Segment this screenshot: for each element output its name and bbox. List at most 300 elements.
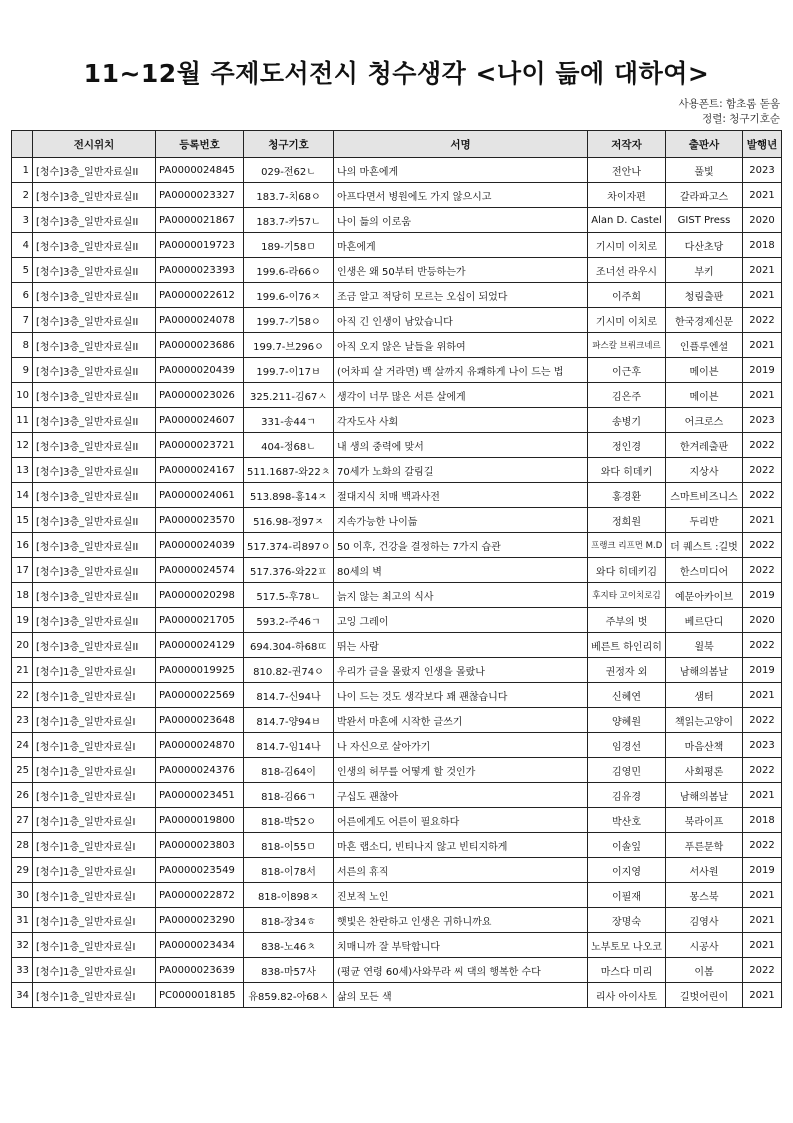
call-number: 814.7-양94ㅂ <box>244 708 334 733</box>
display-location: [청수]3층_일반자료실II <box>33 408 156 433</box>
publisher: 이봄 <box>666 958 743 983</box>
author: 베른트 하인리히 <box>588 633 666 658</box>
registration-number: PA0000020298 <box>156 583 244 608</box>
registration-number: PA0000020439 <box>156 358 244 383</box>
row-number: 10 <box>12 383 33 408</box>
display-location: [청수]1층_일반자료실I <box>33 808 156 833</box>
publisher: 한겨레출판 <box>666 433 743 458</box>
author: 정인경 <box>588 433 666 458</box>
book-title: 나이 듦의 이로움 <box>334 208 588 233</box>
publish-year: 2021 <box>743 283 782 308</box>
registration-number: PA0000023803 <box>156 833 244 858</box>
call-number: 029-전62ㄴ <box>244 158 334 183</box>
registration-number: PA0000024845 <box>156 158 244 183</box>
table-row <box>12 233 782 258</box>
call-number: 404-정68ㄴ <box>244 433 334 458</box>
table-row <box>12 283 782 308</box>
table-row <box>12 258 782 283</box>
registration-number: PA0000022612 <box>156 283 244 308</box>
publisher: 풀빛 <box>666 158 743 183</box>
table-row <box>12 558 782 583</box>
row-number: 33 <box>12 958 33 983</box>
table-row <box>12 583 782 608</box>
book-title: 뛰는 사람 <box>334 633 588 658</box>
call-number: 814.7-신94나 <box>244 683 334 708</box>
call-number: 325.211-김67ㅅ <box>244 383 334 408</box>
book-title: 아직 긴 인생이 남았습니다 <box>334 308 588 333</box>
registration-number: PC0000018185 <box>156 983 244 1008</box>
author: 김영민 <box>588 758 666 783</box>
publish-year: 2022 <box>743 833 782 858</box>
publisher: 몽스북 <box>666 883 743 908</box>
author: 와다 히데키김 <box>588 558 666 583</box>
display-location: [청수]3층_일반자료실II <box>33 158 156 183</box>
publish-year: 2022 <box>743 708 782 733</box>
author: 차이자편 <box>588 183 666 208</box>
book-title: 아프다면서 병원에도 가지 않으시고 <box>334 183 588 208</box>
display-location: [청수]1층_일반자료실I <box>33 783 156 808</box>
publisher: 길벗어린이 <box>666 983 743 1008</box>
display-location: [청수]3층_일반자료실II <box>33 633 156 658</box>
call-number: 199.6-라66ㅇ <box>244 258 334 283</box>
registration-number: PA0000024870 <box>156 733 244 758</box>
table-row <box>12 783 782 808</box>
book-title: 아직 오지 않은 날들을 위하여 <box>334 333 588 358</box>
call-number: 694.304-하68ㄸ <box>244 633 334 658</box>
row-number: 16 <box>12 533 33 558</box>
sort-note: 정렬: 청구기호순 <box>702 113 780 125</box>
publish-year: 2021 <box>743 383 782 408</box>
author: 정희원 <box>588 508 666 533</box>
publisher: 샘터 <box>666 683 743 708</box>
author: 송병기 <box>588 408 666 433</box>
display-location: [청수]1층_일반자료실I <box>33 733 156 758</box>
book-title: 삶의 모든 색 <box>334 983 588 1008</box>
display-location: [청수]1층_일반자료실I <box>33 658 156 683</box>
publisher: 윌북 <box>666 633 743 658</box>
registration-number: PA0000021705 <box>156 608 244 633</box>
row-number: 7 <box>12 308 33 333</box>
registration-number: PA0000024061 <box>156 483 244 508</box>
book-title: 인생의 허무를 어떻게 할 것인가 <box>334 758 588 783</box>
table-row <box>12 933 782 958</box>
registration-number: PA0000024129 <box>156 633 244 658</box>
row-number: 21 <box>12 658 33 683</box>
row-number: 25 <box>12 758 33 783</box>
publisher: 김영사 <box>666 908 743 933</box>
display-location: [청수]3층_일반자료실II <box>33 258 156 283</box>
row-number: 11 <box>12 408 33 433</box>
publish-year: 2022 <box>743 308 782 333</box>
author: 전안나 <box>588 158 666 183</box>
row-number: 8 <box>12 333 33 358</box>
registration-number: PA0000023290 <box>156 908 244 933</box>
display-location: [청수]1층_일반자료실I <box>33 933 156 958</box>
display-location: [청수]3층_일반자료실II <box>33 233 156 258</box>
author: 장명숙 <box>588 908 666 933</box>
call-number: 593.2-주46ㄱ <box>244 608 334 633</box>
header-year: 발행년 <box>743 131 782 158</box>
header-publisher: 출판사 <box>666 131 743 158</box>
book-title: 각자도사 사회 <box>334 408 588 433</box>
display-location: [청수]3층_일반자료실II <box>33 283 156 308</box>
publisher: 지상사 <box>666 458 743 483</box>
author: 김유경 <box>588 783 666 808</box>
call-number: 818-이55ㅁ <box>244 833 334 858</box>
row-number: 2 <box>12 183 33 208</box>
author: 홍경환 <box>588 483 666 508</box>
table-row <box>12 208 782 233</box>
publisher: 더 퀘스트 :길벗 <box>666 533 743 558</box>
publisher: 두리반 <box>666 508 743 533</box>
table-row <box>12 408 782 433</box>
registration-number: PA0000022872 <box>156 883 244 908</box>
row-number: 4 <box>12 233 33 258</box>
call-number: 838-마57사 <box>244 958 334 983</box>
publish-year: 2021 <box>743 258 782 283</box>
registration-number: PA0000019800 <box>156 808 244 833</box>
book-title: (평균 연령 60세)사와무라 씨 댁의 행복한 수다 <box>334 958 588 983</box>
table-row <box>12 608 782 633</box>
table-row <box>12 183 782 208</box>
header-book-title: 서명 <box>334 131 588 158</box>
publish-year: 2022 <box>743 433 782 458</box>
registration-number: PA0000024078 <box>156 308 244 333</box>
publish-year: 2021 <box>743 333 782 358</box>
publish-year: 2021 <box>743 983 782 1008</box>
author: 이근후 <box>588 358 666 383</box>
publish-year: 2021 <box>743 908 782 933</box>
publisher: 시공사 <box>666 933 743 958</box>
book-title: 치매니까 잘 부탁합니다 <box>334 933 588 958</box>
display-location: [청수]1층_일반자료실I <box>33 708 156 733</box>
registration-number: PA0000023434 <box>156 933 244 958</box>
call-number: 818-김66ㄱ <box>244 783 334 808</box>
display-location: [청수]3층_일반자료실II <box>33 533 156 558</box>
registration-number: PA0000022569 <box>156 683 244 708</box>
row-number: 32 <box>12 933 33 958</box>
publish-year: 2019 <box>743 358 782 383</box>
registration-number: PA0000019723 <box>156 233 244 258</box>
registration-number: PA0000023686 <box>156 333 244 358</box>
author: 노부토모 나오코 <box>588 933 666 958</box>
book-title: 나이 드는 것도 생각보다 꽤 괜찮습니다 <box>334 683 588 708</box>
display-location: [청수]3층_일반자료실II <box>33 558 156 583</box>
author: 이지영 <box>588 858 666 883</box>
table-row <box>12 383 782 408</box>
call-number: 838-노46ㅊ <box>244 933 334 958</box>
registration-number: PA0000023549 <box>156 858 244 883</box>
book-title: 진보적 노인 <box>334 883 588 908</box>
registration-number: PA0000023451 <box>156 783 244 808</box>
table-row <box>12 733 782 758</box>
table-row <box>12 533 782 558</box>
publish-year: 2020 <box>743 208 782 233</box>
table-header-row <box>12 131 782 158</box>
publisher: 스마트비즈니스 <box>666 483 743 508</box>
author: 파스칼 브뤼크네르 <box>588 333 666 358</box>
registration-number: PA0000023327 <box>156 183 244 208</box>
publish-year: 2023 <box>743 733 782 758</box>
book-title: 고잉 그레이 <box>334 608 588 633</box>
display-location: [청수]3층_일반자료실II <box>33 583 156 608</box>
registration-number: PA0000023393 <box>156 258 244 283</box>
display-location: [청수]1층_일반자료실I <box>33 858 156 883</box>
row-number: 5 <box>12 258 33 283</box>
publisher: 사회평론 <box>666 758 743 783</box>
publish-year: 2018 <box>743 808 782 833</box>
display-location: [청수]3층_일반자료실II <box>33 483 156 508</box>
row-number: 1 <box>12 158 33 183</box>
publisher: 서사원 <box>666 858 743 883</box>
display-location: [청수]1층_일반자료실I <box>33 883 156 908</box>
call-number: 511.1687-와22ㅊ <box>244 458 334 483</box>
row-number: 20 <box>12 633 33 658</box>
table-row <box>12 883 782 908</box>
call-number: 517.5-후78ㄴ <box>244 583 334 608</box>
publisher: 예문아카이브 <box>666 583 743 608</box>
display-location: [청수]3층_일반자료실II <box>33 458 156 483</box>
book-title: 지속가능한 나이듦 <box>334 508 588 533</box>
publisher: 남해의봄날 <box>666 658 743 683</box>
author: 마스다 미리 <box>588 958 666 983</box>
call-number: 814.7-임14나 <box>244 733 334 758</box>
publisher: 한스미디어 <box>666 558 743 583</box>
table-row <box>12 458 782 483</box>
publisher: 푸른문학 <box>666 833 743 858</box>
author: 프랭크 리프먼 M.D <box>588 533 666 558</box>
book-title: 나의 마흔에게 <box>334 158 588 183</box>
book-title: 80세의 벽 <box>334 558 588 583</box>
table-row <box>12 158 782 183</box>
call-number: 516.98-정97ㅈ <box>244 508 334 533</box>
publish-year: 2021 <box>743 883 782 908</box>
publish-year: 2022 <box>743 633 782 658</box>
display-location: [청수]1층_일반자료실I <box>33 683 156 708</box>
author: 양혜원 <box>588 708 666 733</box>
publish-year: 2022 <box>743 958 782 983</box>
publish-year: 2018 <box>743 233 782 258</box>
book-title: 조금 알고 적당히 모르는 오십이 되었다 <box>334 283 588 308</box>
table-row <box>12 658 782 683</box>
book-title: 나 자신으로 살아가기 <box>334 733 588 758</box>
display-location: [청수]3층_일반자료실II <box>33 308 156 333</box>
book-title: 박완서 마흔에 시작한 글쓰기 <box>334 708 588 733</box>
publisher: 다산초당 <box>666 233 743 258</box>
call-number: 517.374-리897ㅇ <box>244 533 334 558</box>
publish-year: 2022 <box>743 458 782 483</box>
author: 김은주 <box>588 383 666 408</box>
row-number: 23 <box>12 708 33 733</box>
registration-number: PA0000024167 <box>156 458 244 483</box>
author: 기시미 이치로 <box>588 308 666 333</box>
table-row <box>12 433 782 458</box>
row-number: 30 <box>12 883 33 908</box>
author: 이필재 <box>588 883 666 908</box>
row-number: 9 <box>12 358 33 383</box>
table-row <box>12 908 782 933</box>
book-title: 마흔에게 <box>334 233 588 258</box>
row-number: 34 <box>12 983 33 1008</box>
row-number: 24 <box>12 733 33 758</box>
row-number: 17 <box>12 558 33 583</box>
publish-year: 2022 <box>743 558 782 583</box>
registration-number: PA0000024376 <box>156 758 244 783</box>
row-number: 14 <box>12 483 33 508</box>
display-location: [청수]3층_일반자료실II <box>33 383 156 408</box>
table-row <box>12 508 782 533</box>
table-row <box>12 708 782 733</box>
row-number: 27 <box>12 808 33 833</box>
publish-year: 2022 <box>743 758 782 783</box>
book-title: 70세가 노화의 갈림길 <box>334 458 588 483</box>
header-reg-number: 등록번호 <box>156 131 244 158</box>
publish-year: 2019 <box>743 858 782 883</box>
table-row <box>12 808 782 833</box>
registration-number: PA0000023026 <box>156 383 244 408</box>
publish-year: 2021 <box>743 508 782 533</box>
row-number: 29 <box>12 858 33 883</box>
author: 권정자 외 <box>588 658 666 683</box>
publisher: 부키 <box>666 258 743 283</box>
author: 기시미 이치로 <box>588 233 666 258</box>
publisher: 메이븐 <box>666 358 743 383</box>
author: 후지타 고이치로김 <box>588 583 666 608</box>
row-number: 31 <box>12 908 33 933</box>
call-number: 810.82-권74ㅇ <box>244 658 334 683</box>
table-row <box>12 683 782 708</box>
call-number: 199.7-브296ㅇ <box>244 333 334 358</box>
table-row <box>12 758 782 783</box>
call-number: 199.7-기58ㅇ <box>244 308 334 333</box>
row-number: 26 <box>12 783 33 808</box>
call-number: 183.7-치68ㅇ <box>244 183 334 208</box>
author: 신혜연 <box>588 683 666 708</box>
row-number: 6 <box>12 283 33 308</box>
display-location: [청수]3층_일반자료실II <box>33 433 156 458</box>
book-title: 늙지 않는 최고의 식사 <box>334 583 588 608</box>
call-number: 183.7-카57ㄴ <box>244 208 334 233</box>
page-title: 11~12월 주제도서전시 청수생각 <나이 듦에 대하여> <box>83 59 710 88</box>
author: 박산호 <box>588 808 666 833</box>
row-number: 18 <box>12 583 33 608</box>
call-number: 189-기58ㅁ <box>244 233 334 258</box>
publisher: 베르단디 <box>666 608 743 633</box>
registration-number: PA0000024574 <box>156 558 244 583</box>
display-location: [청수]1층_일반자료실I <box>33 833 156 858</box>
table-row <box>12 358 782 383</box>
call-number: 331-송44ㄱ <box>244 408 334 433</box>
publisher: 갈라파고스 <box>666 183 743 208</box>
book-title: 어른에게도 어른이 필요하다 <box>334 808 588 833</box>
author: 주부의 벗 <box>588 608 666 633</box>
publish-year: 2021 <box>743 783 782 808</box>
publish-year: 2019 <box>743 583 782 608</box>
call-number: 513.898-홍14ㅈ <box>244 483 334 508</box>
publish-year: 2023 <box>743 158 782 183</box>
display-location: [청수]3층_일반자료실II <box>33 333 156 358</box>
book-title: 우리가 글을 몰랐지 인생을 몰랐나 <box>334 658 588 683</box>
author: 임경선 <box>588 733 666 758</box>
book-title: 마흔 랩소디, 빈티나지 않고 빈티지하게 <box>334 833 588 858</box>
font-note: 사용폰트: 함초롬 돋움 <box>678 98 780 110</box>
call-number: 517.376-와22ㅍ <box>244 558 334 583</box>
row-number: 13 <box>12 458 33 483</box>
publisher: 어크로스 <box>666 408 743 433</box>
book-title: 내 생의 중력에 맞서 <box>334 433 588 458</box>
row-number: 22 <box>12 683 33 708</box>
publish-year: 2022 <box>743 533 782 558</box>
publish-year: 2019 <box>743 658 782 683</box>
display-location: [청수]1층_일반자료실I <box>33 983 156 1008</box>
publish-year: 2021 <box>743 933 782 958</box>
display-location: [청수]1층_일반자료실I <box>33 908 156 933</box>
header-no <box>12 131 33 158</box>
call-number: 818-김64이 <box>244 758 334 783</box>
call-number: 199.7-이17ㅂ <box>244 358 334 383</box>
registration-number: PA0000024607 <box>156 408 244 433</box>
registration-number: PA0000023570 <box>156 508 244 533</box>
publisher: 북라이프 <box>666 808 743 833</box>
author: 조너선 라우시 <box>588 258 666 283</box>
table-row <box>12 633 782 658</box>
book-title: 절대지식 치매 백과사전 <box>334 483 588 508</box>
display-location: [청수]1층_일반자료실I <box>33 958 156 983</box>
row-number: 15 <box>12 508 33 533</box>
display-location: [청수]1층_일반자료실I <box>33 758 156 783</box>
book-title: 50 이후, 건강을 결정하는 7가지 습관 <box>334 533 588 558</box>
call-number: 818-이78서 <box>244 858 334 883</box>
book-title: 햇빛은 찬란하고 인생은 귀하니까요 <box>334 908 588 933</box>
display-location: [청수]3층_일반자료실II <box>33 183 156 208</box>
call-number: 199.6-이76ㅈ <box>244 283 334 308</box>
table-row <box>12 308 782 333</box>
table-row <box>12 983 782 1008</box>
author: 리사 아이사토 <box>588 983 666 1008</box>
publisher: 한국경제신문 <box>666 308 743 333</box>
book-title: 생각이 너무 많은 서른 살에게 <box>334 383 588 408</box>
author: Alan D. Castel <box>588 208 666 233</box>
header-location: 전시위치 <box>33 131 156 158</box>
publish-year: 2021 <box>743 183 782 208</box>
publisher: 인플루엔셜 <box>666 333 743 358</box>
publisher: 책읽는고양이 <box>666 708 743 733</box>
author: 이솔잎 <box>588 833 666 858</box>
display-location: [청수]3층_일반자료실II <box>33 358 156 383</box>
publisher: 청림출판 <box>666 283 743 308</box>
publisher: 마음산책 <box>666 733 743 758</box>
registration-number: PA0000019925 <box>156 658 244 683</box>
book-title: (어차피 살 거라면) 백 살까지 유쾌하게 나이 드는 법 <box>334 358 588 383</box>
book-title: 인생은 왜 50부터 반등하는가 <box>334 258 588 283</box>
display-location: [청수]3층_일반자료실II <box>33 208 156 233</box>
call-number: 818-장34ㅎ <box>244 908 334 933</box>
call-number: 유859.82-아68ㅅ <box>244 983 334 1008</box>
publish-year: 2020 <box>743 608 782 633</box>
display-location: [청수]3층_일반자료실II <box>33 508 156 533</box>
publisher: 남해의봄날 <box>666 783 743 808</box>
display-location: [청수]3층_일반자료실II <box>33 608 156 633</box>
table-row <box>12 858 782 883</box>
book-list-table <box>11 130 782 1008</box>
author: 이주희 <box>588 283 666 308</box>
registration-number: PA0000024039 <box>156 533 244 558</box>
header-author: 저작자 <box>588 131 666 158</box>
call-number: 818-박52ㅇ <box>244 808 334 833</box>
table-row <box>12 833 782 858</box>
book-title: 구십도 괜찮아 <box>334 783 588 808</box>
table-row <box>12 483 782 508</box>
